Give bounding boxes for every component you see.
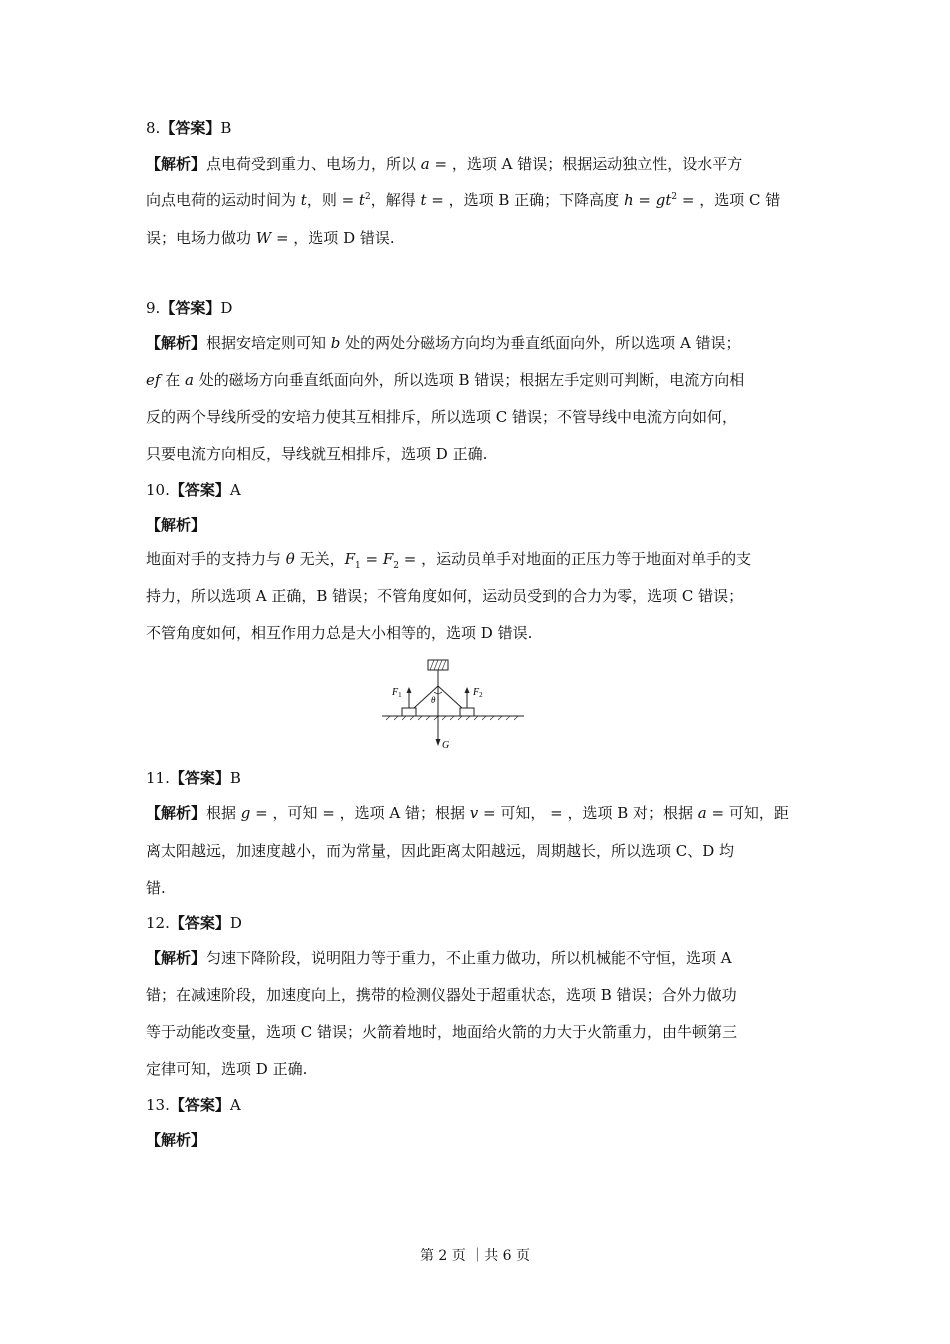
g-arrowhead xyxy=(436,739,441,746)
q12-analysis-line-4: 定律可知，选项 D 正确. xyxy=(146,1060,308,1078)
q10-analysis-line-1: 地面对手的支持力与 θ 无关，$F_1 = F_2$ = ，运动员单手对地面的正压力等于地面对单手的支 xyxy=(146,550,752,571)
q8-analysis-line-2: 向点电荷的运动时间为 t，则 = $t^2$，解得 t = ，选项 B 正确；下降高度 $h = gt^2$ = ，选项 C 错 xyxy=(146,191,781,209)
q11-answer-heading: 11.【答案】B xyxy=(146,769,241,787)
right-arm xyxy=(438,686,462,708)
q9-analysis-line-4: 只要电流方向相反，导线就互相排斥，选项 D 正确. xyxy=(146,445,488,463)
q12-answer-heading: 12.【答案】D xyxy=(146,914,242,932)
q9-analysis-line-1: 【解析】根据安培定则可知 b 处的两处分磁场方向均为垂直纸面向外，所以选项 A 错误； xyxy=(146,334,741,352)
q13-analysis-tag: 【解析】 xyxy=(146,1131,207,1149)
q11-analysis-line-3: 错. xyxy=(146,879,166,897)
q9-analysis-line-2: ef 在 a 处的磁场方向垂直纸面向外，所以选项 B 错误；根据左手定则可判断，电流方向相 xyxy=(146,371,745,389)
theta-label: θ xyxy=(431,695,436,705)
q11-analysis-line-1: 【解析】根据 g = ，可知 = ，选项 A 错；根据 v = 可知， = ，选项 B 对；根据 a = 可知，距 xyxy=(146,804,789,822)
f1-label: $F_1$ xyxy=(392,687,402,699)
q9-analysis-line-3: 反的两个导线所受的安培力使其互相排斥，所以选项 C 错误；不管导线中电流方向如何， xyxy=(146,408,738,426)
right-hand-block xyxy=(460,708,474,716)
f2-arrowhead xyxy=(465,687,470,693)
q12-analysis-line-3: 等于动能改变量，选项 C 错误；火箭着地时，地面给火箭的力大于火箭重力，由牛顿第三 xyxy=(146,1023,738,1041)
force-diagram xyxy=(378,656,528,752)
q12-analysis-line-2: 错；在减速阶段，加速度向上，携带的检测仪器处于超重状态，选项 B 错误；合外力做功 xyxy=(146,986,737,1004)
ground-hatch xyxy=(386,716,518,720)
q9-answer-heading: 9.【答案】D xyxy=(146,299,233,317)
f2-label: $F_2$ xyxy=(473,687,483,699)
f1-arrowhead xyxy=(407,687,412,693)
q13-answer-heading: 13.【答案】A xyxy=(146,1096,241,1114)
q12-analysis-line-1: 【解析】匀速下降阶段，说明阻力等于重力，不止重力做功，所以机械能不守恒，选项 A xyxy=(146,949,732,967)
q8-analysis-line-3: 误；电场力做功 W = ，选项 D 错误. xyxy=(146,229,395,247)
q10-analysis-tag: 【解析】 xyxy=(146,516,207,534)
g-label: G xyxy=(442,740,450,751)
q10-analysis-line-2: 持力，所以选项 A 正确，B 错误；不管角度如何，运动员受到的合力为零，选项 C 错误； xyxy=(146,587,744,605)
q10-analysis-line-3: 不管角度如何，相互作用力总是大小相等的，选项 D 错误. xyxy=(146,624,533,642)
q8-analysis-line-1: 【解析】点电荷受到重力、电场力，所以 a = ，选项 A 错误；根据运动独立性，设水平方 xyxy=(146,155,743,173)
q10-answer-heading: 10.【答案】A xyxy=(146,481,241,499)
ceiling-hatch xyxy=(430,660,446,670)
ceiling-block xyxy=(428,660,448,670)
page-footer: 第 2 页 ｜共 6 页 xyxy=(419,1248,531,1264)
q8-answer-heading: 8.【答案】B xyxy=(146,119,232,137)
q11-analysis-line-2: 离太阳越远，加速度越小，而为常量，因此距离太阳越远，周期越长，所以选项 C、D 均 xyxy=(146,842,735,860)
left-hand-block xyxy=(402,708,416,716)
